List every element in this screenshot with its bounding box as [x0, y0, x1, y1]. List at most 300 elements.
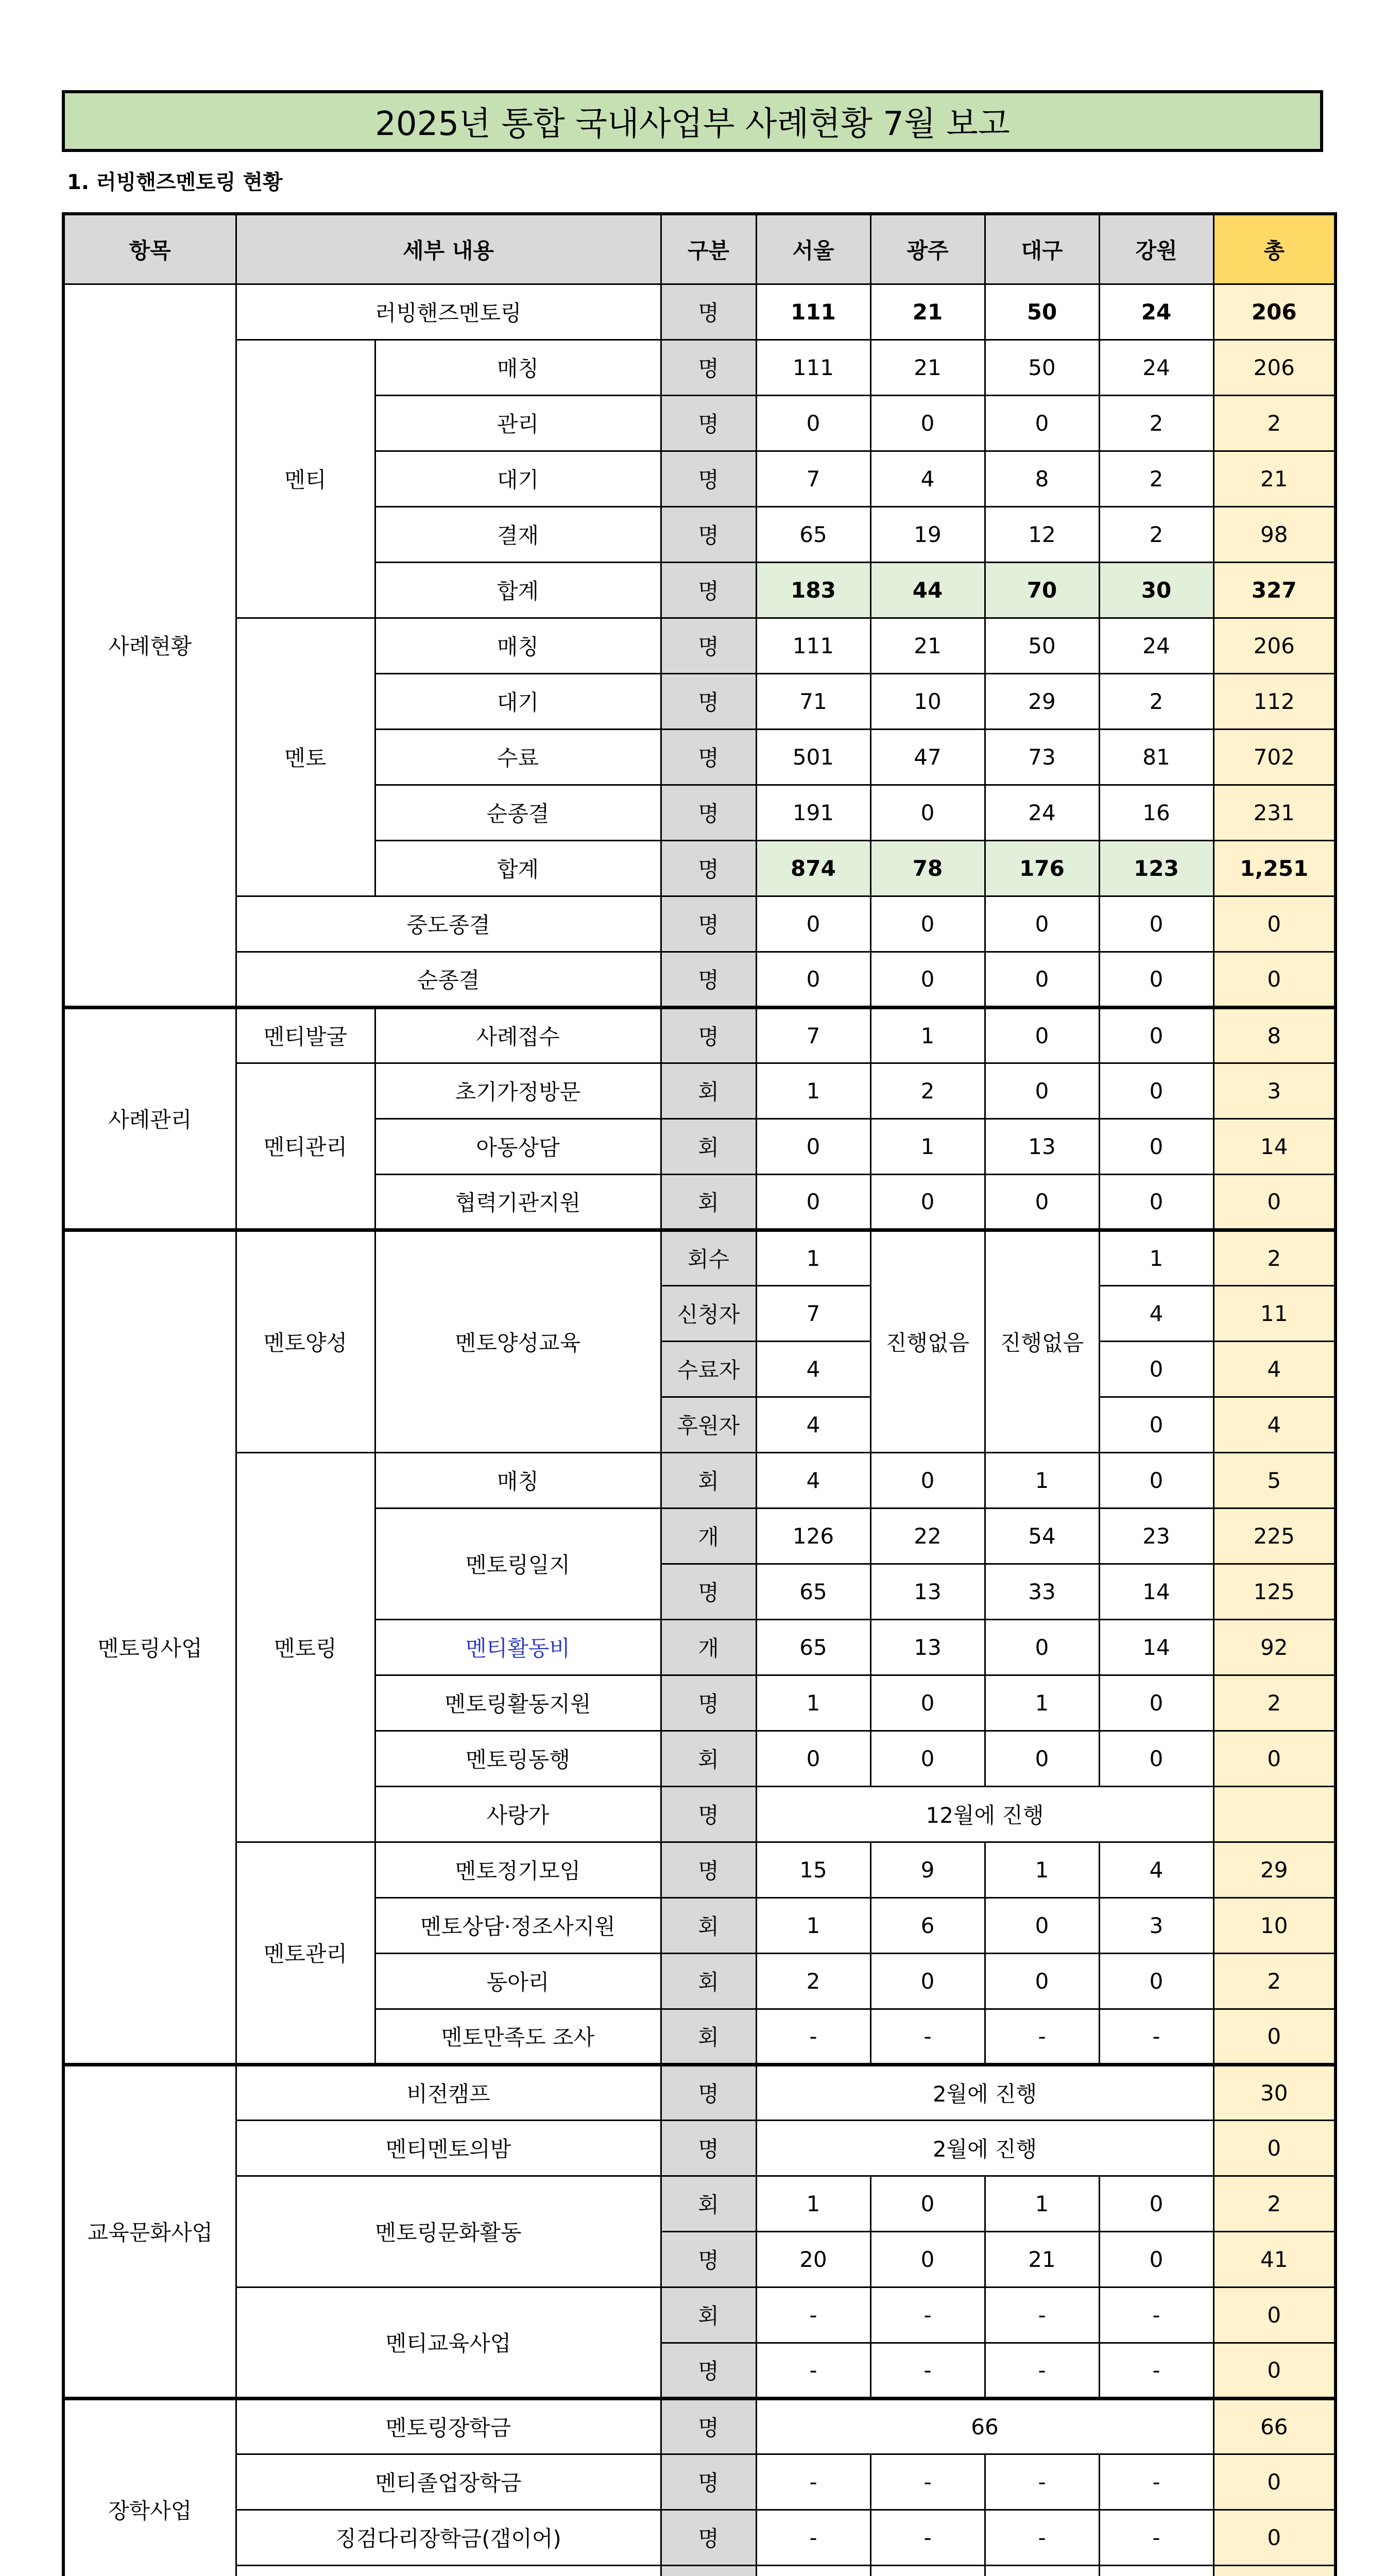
cell-total: 327 — [1213, 562, 1336, 618]
cell-total: 5 — [1213, 1452, 1336, 1508]
sub-mentor-training: 멘토양성 — [236, 1230, 375, 1452]
cell-gwangju: 44 — [870, 562, 985, 618]
cell-seoul: 4 — [756, 1341, 870, 1397]
table-row — [63, 2510, 1336, 2565]
cell-total: 29 — [1213, 1842, 1336, 1897]
cell-gangwon: 0 — [1099, 1007, 1213, 1063]
cell-daegu: 29 — [985, 673, 1099, 729]
cell-gwangju: - — [870, 2343, 985, 2398]
row-unit: 회 — [661, 1063, 756, 1118]
cell-daegu: - — [985, 2454, 1099, 2510]
cell-daegu: 8 — [985, 451, 1099, 506]
cell-gangwon: 0 — [1099, 2231, 1213, 2287]
sub-mentee-mgmt: 멘티관리 — [236, 1063, 375, 1230]
row-unit: 회 — [661, 1953, 756, 2009]
cell-seoul: 1 — [756, 1897, 870, 1953]
cell-seoul: 183 — [756, 562, 870, 618]
cell-total: 206 — [1213, 340, 1336, 395]
cell-total: 30 — [1213, 2064, 1336, 2120]
row-unit: 회 — [661, 2176, 756, 2231]
cell-total: 66 — [1213, 2398, 1336, 2454]
cell-seoul: - — [756, 2287, 870, 2343]
cell-seoul: 4 — [756, 1397, 870, 1452]
table-row — [63, 1007, 1336, 1063]
row-label: 멘토링장학금 — [236, 2398, 661, 2454]
cell-total: 4 — [1213, 1397, 1336, 1452]
cell-merged-note: 2월에 진행 — [756, 2064, 1213, 2120]
row-label: 사례접수 — [375, 1007, 661, 1063]
cell-gwangju: 0 — [870, 395, 985, 451]
cell-daegu: 12 — [985, 506, 1099, 562]
cell-gangwon: 14 — [1099, 1564, 1213, 1619]
cell-gwangju: 6 — [870, 1897, 985, 1953]
cell-daegu: 33 — [985, 1564, 1099, 1619]
cell-gwangju: 22 — [870, 1508, 985, 1564]
row-unit: 명 — [661, 1842, 756, 1897]
row-unit: 명 — [661, 896, 756, 952]
cell-gangwon: 2 — [1099, 506, 1213, 562]
category-case-status: 사례현황 — [63, 284, 236, 1007]
cell-daegu: - — [985, 2287, 1099, 2343]
row-unit: 명 — [661, 1007, 756, 1063]
row-label-mentee-activity-fee: 멘티활동비 — [375, 1619, 661, 1675]
row-unit: 회 — [661, 2009, 756, 2064]
row-label: 멘토링활동지원 — [375, 1675, 661, 1731]
row-unit: 명 — [661, 2510, 756, 2565]
cell-seoul: 65 — [756, 506, 870, 562]
cell-gangwon: 23 — [1099, 1508, 1213, 1564]
cell-gangwon: 0 — [1099, 896, 1213, 952]
cell-seoul: 15 — [756, 1842, 870, 1897]
cell-merged-value: 66 — [756, 2398, 1213, 2454]
cell-gangwon: 0 — [1099, 1341, 1213, 1397]
row-label: 협력기관지원 — [375, 1174, 661, 1230]
category-mentoring-biz: 멘토링사업 — [63, 1230, 236, 2064]
cell-gangwon: 0 — [1099, 1675, 1213, 1731]
cell-gwangju: - — [870, 2454, 985, 2510]
cell-daegu: 1 — [985, 2176, 1099, 2231]
row-unit: 명 — [661, 562, 756, 618]
cell-total: 112 — [1213, 673, 1336, 729]
cell-gwangju-note: 진행없음 — [870, 1230, 985, 1452]
row-unit: 명 — [661, 729, 756, 785]
cell-daegu: 0 — [985, 1063, 1099, 1118]
row-label: 결재 — [375, 506, 661, 562]
cell-daegu — [985, 2565, 1099, 2576]
cell-seoul: 65 — [756, 1564, 870, 1619]
cell-gangwon: 0 — [1099, 1118, 1213, 1174]
row-label: 멘토상담·정조사지원 — [375, 1897, 661, 1953]
header-gwangju: 광주 — [870, 214, 985, 284]
cell-total: 11 — [1213, 1285, 1336, 1341]
cell-total: 0 — [1213, 2009, 1336, 2064]
row-unit: 개 — [661, 1508, 756, 1564]
row-unit: 수료자 — [661, 1341, 756, 1397]
header-detail: 세부 내용 — [236, 214, 661, 284]
cell-daegu: 50 — [985, 340, 1099, 395]
sub-mentee-discovery: 멘티발굴 — [236, 1007, 375, 1063]
cell-total: 10 — [1213, 1897, 1336, 1953]
cell-gwangju: 13 — [870, 1619, 985, 1675]
cell-gangwon: - — [1099, 2510, 1213, 2565]
row-unit: 명 — [661, 618, 756, 673]
cell-gangwon: 1 — [1099, 1230, 1213, 1285]
cell-seoul: 126 — [756, 1508, 870, 1564]
row-unit: 명 — [661, 840, 756, 896]
table-row — [63, 1063, 1336, 1118]
cell-gwangju: 0 — [870, 2231, 985, 2287]
cell-gangwon: 0 — [1099, 952, 1213, 1007]
table-row — [63, 340, 1336, 395]
cell-daegu: 0 — [985, 1897, 1099, 1953]
cell-merged-note: 12월에 진행 — [756, 1786, 1213, 1842]
cell-gangwon: 0 — [1099, 2176, 1213, 2231]
cell-gwangju: 0 — [870, 1174, 985, 1230]
sub-mentor: 멘토 — [236, 618, 375, 896]
cell-merged-note: 2월에 진행 — [756, 2120, 1213, 2176]
row-unit: 회 — [661, 1174, 756, 1230]
cell-total: 225 — [1213, 1508, 1336, 1564]
cell-gwangju: 0 — [870, 1675, 985, 1731]
cell-daegu: 21 — [985, 2231, 1099, 2287]
table-row — [63, 2565, 1336, 2576]
cell-total: 2 — [1213, 1230, 1336, 1285]
cell-gangwon: 3 — [1099, 1897, 1213, 1953]
cell-total: 41 — [1213, 2231, 1336, 2287]
cell-daegu: 0 — [985, 1953, 1099, 2009]
cell-daegu: 1 — [985, 1452, 1099, 1508]
cell-seoul: 0 — [756, 1174, 870, 1230]
cell-total: 0 — [1213, 1174, 1336, 1230]
row-label: 순종결 — [236, 952, 661, 1007]
cell-gwangju: 13 — [870, 1564, 985, 1619]
category-case-mgmt: 사례관리 — [63, 1007, 236, 1230]
cell-daegu: 0 — [985, 1007, 1099, 1063]
cell-total: 0 — [1213, 2510, 1336, 2565]
row-label: 러빙핸즈멘토링 — [236, 284, 661, 340]
cell-seoul: 0 — [756, 1118, 870, 1174]
row-unit: 명 — [661, 451, 756, 506]
cell-gangwon: 24 — [1099, 618, 1213, 673]
cell-daegu: 0 — [985, 1174, 1099, 1230]
cell-seoul — [756, 2565, 870, 2576]
cell-total: 2 — [1213, 1953, 1336, 2009]
cell-total: 0 — [1213, 2343, 1336, 2398]
section-title: 1. 러빙핸즈멘토링 현황 — [67, 171, 283, 194]
sub-mentee: 멘티 — [236, 340, 375, 618]
cell-gangwon: 2 — [1099, 451, 1213, 506]
cell-gwangju: - — [870, 2009, 985, 2064]
header-unit: 구분 — [661, 214, 756, 284]
table-row — [63, 618, 1336, 673]
cell-seoul: 1 — [756, 2176, 870, 2231]
table-row — [63, 284, 1336, 340]
cell-total: 92 — [1213, 1619, 1336, 1675]
cell-daegu: 176 — [985, 840, 1099, 896]
cell-total: 231 — [1213, 785, 1336, 840]
row-label: 수료 — [375, 729, 661, 785]
sub-mentor-mgmt: 멘토관리 — [236, 1842, 375, 2064]
header-gangwon: 강원 — [1099, 214, 1213, 284]
row-label: 초기가정방문 — [375, 1063, 661, 1118]
cell-seoul: 0 — [756, 896, 870, 952]
cell-seoul: 0 — [756, 395, 870, 451]
row-label: 멘토링일지 — [375, 1508, 661, 1619]
cell-gangwon: 0 — [1099, 1174, 1213, 1230]
cell-daegu: 73 — [985, 729, 1099, 785]
cell-seoul: - — [756, 2454, 870, 2510]
cell-total: 21 — [1213, 451, 1336, 506]
cell-total: 2 — [1213, 1675, 1336, 1731]
cell-seoul: 0 — [756, 1731, 870, 1786]
cell-gwangju: 0 — [870, 952, 985, 1007]
cell-total: 4 — [1213, 1341, 1336, 1397]
cell-total: 206 — [1213, 618, 1336, 673]
cell-total: 3 — [1213, 1063, 1336, 1118]
row-unit: 명 — [661, 2454, 756, 2510]
cell-gwangju: 0 — [870, 896, 985, 952]
cell-seoul: - — [756, 2343, 870, 2398]
cell-seoul: 191 — [756, 785, 870, 840]
row-label: 매칭 — [375, 1452, 661, 1508]
cell-gwangju: 19 — [870, 506, 985, 562]
row-unit: 명 — [661, 395, 756, 451]
cell-seoul: - — [756, 2009, 870, 2064]
cell-total: 702 — [1213, 729, 1336, 785]
table-row — [63, 2120, 1336, 2176]
cell-gangwon: 81 — [1099, 729, 1213, 785]
cell-gwangju: 0 — [870, 785, 985, 840]
cell-gangwon: 0 — [1099, 1731, 1213, 1786]
row-label: 합계 — [375, 562, 661, 618]
row-label: 멘토만족도 조사 — [375, 2009, 661, 2064]
table-row — [63, 952, 1336, 1007]
row-unit: 회 — [661, 2287, 756, 2343]
cell-gwangju: 21 — [870, 618, 985, 673]
row-label: 순종결 — [375, 785, 661, 840]
row-label: 아동상담 — [375, 1118, 661, 1174]
cell-gwangju: 4 — [870, 451, 985, 506]
cell-seoul: 1 — [756, 1230, 870, 1285]
cell-daegu: 1 — [985, 1842, 1099, 1897]
cell-seoul: 7 — [756, 451, 870, 506]
cell-total: 2 — [1213, 395, 1336, 451]
table-row — [63, 2176, 1336, 2231]
cell-daegu: - — [985, 2009, 1099, 2064]
cell-gangwon: - — [1099, 2009, 1213, 2064]
row-unit — [661, 2565, 756, 2576]
row-unit: 명 — [661, 2064, 756, 2120]
cell-seoul: 501 — [756, 729, 870, 785]
row-unit: 명 — [661, 952, 756, 1007]
cell-daegu-note: 진행없음 — [985, 1230, 1099, 1452]
cell-gwangju: 2 — [870, 1063, 985, 1118]
category-scholarship: 장학사업 — [63, 2398, 236, 2576]
table-row — [63, 2287, 1336, 2343]
cell-gangwon: 30 — [1099, 562, 1213, 618]
table-row — [63, 2454, 1336, 2510]
cell-gwangju: 1 — [870, 1007, 985, 1063]
cell-daegu: 13 — [985, 1118, 1099, 1174]
row-unit: 회수 — [661, 1230, 756, 1285]
cell-daegu: 70 — [985, 562, 1099, 618]
row-unit: 회 — [661, 1897, 756, 1953]
cell-total: 0 — [1213, 896, 1336, 952]
cell-seoul: 7 — [756, 1285, 870, 1341]
cell-total — [1213, 1786, 1336, 1842]
row-label: 멘토양성교육 — [375, 1230, 661, 1452]
cell-gangwon: 4 — [1099, 1285, 1213, 1341]
cell-gwangju: - — [870, 2510, 985, 2565]
cell-daegu: 50 — [985, 618, 1099, 673]
row-unit: 명 — [661, 673, 756, 729]
table-row — [63, 1230, 1336, 1285]
row-unit: 후원자 — [661, 1397, 756, 1452]
row-unit: 명 — [661, 1786, 756, 1842]
cell-gwangju: 9 — [870, 1842, 985, 1897]
cell-gangwon: 2 — [1099, 395, 1213, 451]
cell-seoul: 4 — [756, 1452, 870, 1508]
row-label: 대기 — [375, 451, 661, 506]
report-title: 2025년 통합 국내사업부 사례현황 7월 보고 — [62, 90, 1323, 152]
cell-seoul: 71 — [756, 673, 870, 729]
row-label: 합계 — [375, 840, 661, 896]
cell-total: 0 — [1213, 1731, 1336, 1786]
cell-gwangju: 0 — [870, 1731, 985, 1786]
cell-total: 0 — [1213, 952, 1336, 1007]
header-item: 항목 — [63, 214, 236, 284]
header-daegu: 대구 — [985, 214, 1099, 284]
table-row — [63, 1842, 1336, 1897]
cell-gangwon: 24 — [1099, 340, 1213, 395]
cell-daegu: 0 — [985, 395, 1099, 451]
cell-gwangju: 1 — [870, 1118, 985, 1174]
row-unit: 명 — [661, 785, 756, 840]
table-row — [63, 2398, 1336, 2454]
cell-total: 206 — [1213, 284, 1336, 340]
sub-mentoring: 멘토링 — [236, 1452, 375, 1842]
row-unit: 명 — [661, 506, 756, 562]
cell-gwangju: 0 — [870, 1953, 985, 2009]
cell-total: 98 — [1213, 506, 1336, 562]
table-row — [63, 896, 1336, 952]
cell-daegu: - — [985, 2343, 1099, 2398]
row-unit: 명 — [661, 1675, 756, 1731]
cell-seoul: 65 — [756, 1619, 870, 1675]
category-edu-culture: 교육문화사업 — [63, 2064, 236, 2398]
cell-total — [1213, 2565, 1336, 2576]
report-table — [62, 212, 1337, 2576]
cell-gangwon: 4 — [1099, 1842, 1213, 1897]
cell-gwangju: 10 — [870, 673, 985, 729]
cell-total: 8 — [1213, 1007, 1336, 1063]
header-seoul: 서울 — [756, 214, 870, 284]
header-row — [63, 214, 1336, 284]
cell-total: 0 — [1213, 2454, 1336, 2510]
row-label: 멘토링동행 — [375, 1731, 661, 1786]
cell-gwangju — [870, 2565, 985, 2576]
cell-gwangju: 21 — [870, 284, 985, 340]
row-unit: 회 — [661, 1452, 756, 1508]
cell-gangwon: - — [1099, 2454, 1213, 2510]
cell-seoul: 111 — [756, 618, 870, 673]
cell-gwangju: 21 — [870, 340, 985, 395]
row-label: 멘토정기모임 — [375, 1842, 661, 1897]
cell-seoul: - — [756, 2510, 870, 2565]
cell-gangwon: 14 — [1099, 1619, 1213, 1675]
row-unit: 회 — [661, 1731, 756, 1786]
row-unit: 명 — [661, 284, 756, 340]
cell-daegu: 54 — [985, 1508, 1099, 1564]
row-label: 매칭 — [375, 340, 661, 395]
row-unit: 회 — [661, 1118, 756, 1174]
cell-gangwon: 16 — [1099, 785, 1213, 840]
row-label: 매칭 — [375, 618, 661, 673]
row-label — [236, 2565, 661, 2576]
row-label: 관리 — [375, 395, 661, 451]
row-label: 멘토링문화활동 — [236, 2176, 661, 2287]
row-unit: 명 — [661, 2343, 756, 2398]
row-unit: 명 — [661, 2231, 756, 2287]
cell-daegu: 1 — [985, 1675, 1099, 1731]
row-unit: 명 — [661, 340, 756, 395]
cell-gangwon — [1099, 2565, 1213, 2576]
row-label: 비전캠프 — [236, 2064, 661, 2120]
cell-gangwon: 0 — [1099, 1953, 1213, 2009]
cell-gangwon: 0 — [1099, 1397, 1213, 1452]
cell-seoul: 111 — [756, 284, 870, 340]
cell-gwangju: - — [870, 2287, 985, 2343]
cell-daegu: 0 — [985, 1731, 1099, 1786]
row-unit: 명 — [661, 1564, 756, 1619]
cell-daegu: 0 — [985, 952, 1099, 1007]
row-label: 멘티교육사업 — [236, 2287, 661, 2398]
row-unit: 명 — [661, 2398, 756, 2454]
cell-total: 125 — [1213, 1564, 1336, 1619]
table-row — [63, 2064, 1336, 2120]
cell-total: 0 — [1213, 2287, 1336, 2343]
header-total: 총 — [1213, 214, 1336, 284]
cell-gangwon: 0 — [1099, 1063, 1213, 1118]
cell-gwangju: 78 — [870, 840, 985, 896]
cell-total: 14 — [1213, 1118, 1336, 1174]
row-unit: 개 — [661, 1619, 756, 1675]
row-label: 멘티졸업장학금 — [236, 2454, 661, 2510]
cell-total: 2 — [1213, 2176, 1336, 2231]
row-label: 동아리 — [375, 1953, 661, 2009]
row-unit: 신청자 — [661, 1285, 756, 1341]
cell-gwangju: 47 — [870, 729, 985, 785]
cell-gangwon: - — [1099, 2287, 1213, 2343]
cell-daegu: 50 — [985, 284, 1099, 340]
cell-daegu: 24 — [985, 785, 1099, 840]
cell-seoul: 20 — [756, 2231, 870, 2287]
row-label: 징검다리장학금(갭이어) — [236, 2510, 661, 2565]
cell-seoul: 7 — [756, 1007, 870, 1063]
cell-daegu: 0 — [985, 896, 1099, 952]
cell-gangwon: - — [1099, 2343, 1213, 2398]
cell-gwangju: 0 — [870, 1452, 985, 1508]
row-label: 중도종결 — [236, 896, 661, 952]
cell-gangwon: 2 — [1099, 673, 1213, 729]
row-label: 멘티멘토의밤 — [236, 2120, 661, 2176]
cell-daegu: 0 — [985, 1619, 1099, 1675]
cell-seoul: 2 — [756, 1953, 870, 2009]
cell-total: 0 — [1213, 2120, 1336, 2176]
row-label: 대기 — [375, 673, 661, 729]
cell-total: 1,251 — [1213, 840, 1336, 896]
cell-gangwon: 123 — [1099, 840, 1213, 896]
